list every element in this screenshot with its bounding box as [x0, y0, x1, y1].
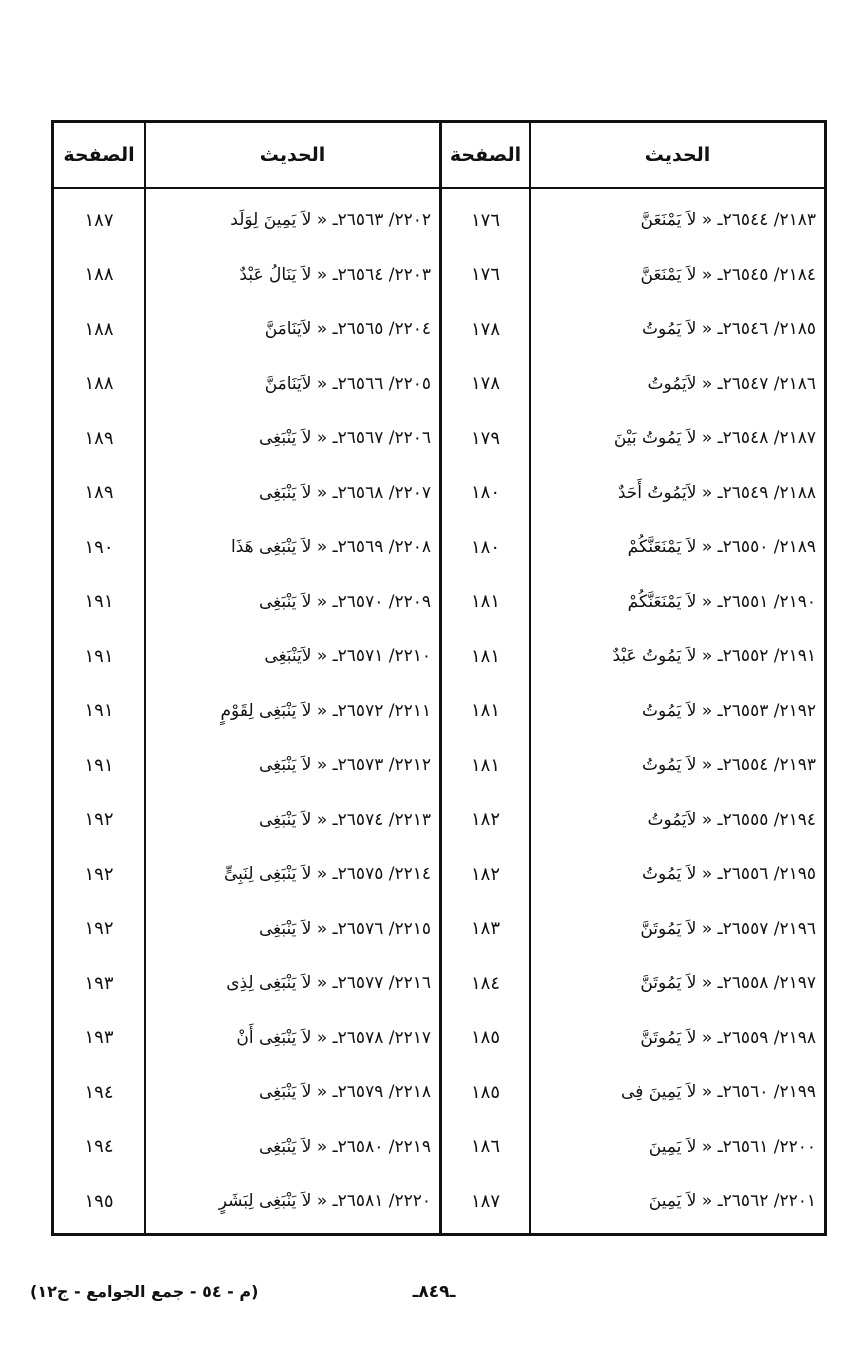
page-ref: ١٨٧ [471, 1190, 501, 1212]
page-ref: ١٨٠ [471, 536, 501, 558]
hadith-entry: ٢٢١٦/ ٢٦٥٧٧ـ « لاَ يَنْبَغِى لِذِى [226, 973, 431, 994]
left-page-column [54, 123, 144, 1233]
hadith-entry: ٢٢١١/ ٢٦٥٧٢ـ « لاَ يَنْبَغِى لِقَوْمٍ [220, 700, 431, 721]
page-ref: ١٧٨ [471, 373, 501, 395]
page-ref: ١٩٢ [84, 918, 114, 940]
right-hadith-rows [531, 189, 824, 1229]
page-ref: ١٩٤ [84, 1136, 114, 1158]
hadith-entry: ٢١٩٣/ ٢٦٥٥٤ـ « لاَ يَمُوتُ [642, 755, 816, 776]
hadith-index-table [51, 120, 827, 1236]
page-ref: ١٩٢ [84, 809, 114, 831]
hadith-entry: ٢٢١٩/ ٢٦٥٨٠ـ « لاَ يَنْبَغِى [259, 1136, 431, 1157]
right-hadith-header: الحديث [531, 123, 824, 189]
hadith-entry: ٢١٩٢/ ٢٦٥٥٣ـ « لاَ يَمُوتُ [642, 700, 816, 721]
hadith-entry: ٢٢١٨/ ٢٦٥٧٩ـ « لاَ يَنْبَغِى [259, 1082, 431, 1103]
hadith-entry: ٢٢٠٩/ ٢٦٥٧٠ـ « لاَ يَنْبَغِى [259, 591, 431, 612]
hadith-entry: ٢١٨٦/ ٢٦٥٤٧ـ « لاَيَمُوتُ [647, 373, 816, 394]
hadith-entry: ٢٢١٧/ ٢٦٥٧٨ـ « لاَ يَنْبَغِى أَنْ [236, 1027, 431, 1048]
hadith-entry: ٢٢١٣/ ٢٦٥٧٤ـ « لاَ يَنْبَغِى [259, 809, 431, 830]
right-page-header: الصفحة [442, 123, 529, 189]
hadith-entry: ٢٢٠٠/ ٢٦٥٦١ـ « لاَ يَمِينَ [648, 1136, 816, 1157]
page-ref: ١٩٢ [84, 863, 114, 885]
hadith-entry: ٢١٨٤/ ٢٦٥٤٥ـ « لاَ يَمْنَعَنَّ [640, 264, 816, 285]
volume-reference: (م - ٥٤ - جمع الجوامع - ج١٢) [30, 1282, 259, 1301]
hadith-entry: ٢٢٠٦/ ٢٦٥٦٧ـ « لاَ يَنْبَغِى [259, 428, 431, 449]
hadith-entry: ٢٢٠٨/ ٢٦٥٦٩ـ « لاَ يَنْبَغِى هَذَا [231, 537, 431, 558]
page-ref: ١٨٢ [471, 809, 501, 831]
left-page-header: الصفحة [54, 123, 144, 189]
hadith-entry: ٢٢١٤/ ٢٦٥٧٥ـ « لاَ يَنْبَغِى لِنَبِىٍّ [224, 864, 431, 885]
hadith-entry: ٢١٩٧/ ٢٦٥٥٨ـ « لاَ يَمُوتَنَّ [640, 973, 816, 994]
page-ref: ١٨٦ [471, 1136, 501, 1158]
page-ref: ١٧٩ [471, 427, 501, 449]
hadith-entry: ٢١٩٤/ ٢٦٥٥٥ـ « لاَيَمُوتُ [647, 809, 816, 830]
page-ref: ١٨٨ [84, 318, 114, 340]
left-column-block [54, 123, 439, 1233]
hadith-entry: ٢١٨٧/ ٢٦٥٤٨ـ « لاَ يَمُوتُ بَيْنَ [613, 428, 816, 449]
hadith-entry: ٢١٨٨/ ٢٦٥٤٩ـ « لاَيَمُوتُ أَحَدٌ [617, 482, 816, 503]
page-ref: ١٩٣ [84, 972, 114, 994]
page-ref: ١٨١ [471, 645, 501, 667]
hadith-entry: ٢٢٠٣/ ٢٦٥٦٤ـ « لاَ يَنَالُ عَبْدٌ [239, 264, 431, 285]
page-ref: ١٩٣ [84, 1027, 114, 1049]
hadith-entry: ٢١٩٦/ ٢٦٥٥٧ـ « لاَ يَمُوتَنَّ [640, 918, 816, 939]
hadith-entry: ٢٢٠٥/ ٢٦٥٦٦ـ « لاَيَنَامَنَّ [264, 373, 431, 394]
hadith-entry: ٢٢٠١/ ٢٦٥٦٢ـ « لاَ يَمِينَ [648, 1191, 816, 1212]
left-hadith-header: الحديث [146, 123, 439, 189]
page-ref: ١٨٨ [84, 264, 114, 286]
hadith-entry: ٢١٩١/ ٢٦٥٥٢ـ « لاَ يَمُوتُ عَبْدٌ [612, 646, 816, 667]
page-ref: ١٩١ [84, 754, 114, 776]
page-ref: ١٨١ [471, 591, 501, 613]
page-ref: ١٨٩ [84, 482, 114, 504]
page-ref: ١٩١ [84, 591, 114, 613]
hadith-entry: ٢٢٢٠/ ٢٦٥٨١ـ « لاَ يَنْبَغِى لِبَشَرٍ [218, 1191, 431, 1212]
page-ref: ١٨٠ [471, 482, 501, 504]
page-ref: ١٨٧ [84, 209, 114, 231]
left-hadith-column [144, 123, 439, 1233]
hadith-entry: ٢١٩٩/ ٢٦٥٦٠ـ « لاَ يَمِينَ فِى [621, 1082, 816, 1103]
page-ref: ١٨٤ [471, 972, 501, 994]
hadith-entry: ٢٢١٠/ ٢٦٥٧١ـ « لاَيَنْبَغِى [264, 646, 431, 667]
page-ref: ١٨٣ [471, 918, 501, 940]
page-ref: ١٨٢ [471, 863, 501, 885]
hadith-entry: ٢١٩٠/ ٢٦٥٥١ـ « لاَ يَمْنَعَنَّكُمْ [627, 591, 816, 612]
hadith-entry: ٢٢٠٧/ ٢٦٥٦٨ـ « لاَ يَنْبَغِى [259, 482, 431, 503]
page-ref: ١٩١ [84, 700, 114, 722]
page-ref: ١٨٨ [84, 373, 114, 395]
right-column-block [439, 123, 824, 1233]
page-ref: ١٩٠ [84, 536, 114, 558]
right-page-column [439, 123, 529, 1233]
left-hadith-rows [146, 189, 439, 1229]
right-hadith-column [529, 123, 824, 1233]
page-ref: ١٩٥ [84, 1190, 114, 1212]
page-ref: ١٨١ [471, 754, 501, 776]
page-ref: ١٨٥ [471, 1081, 501, 1103]
hadith-entry: ٢١٩٨/ ٢٦٥٥٩ـ « لاَ يَمُوتَنَّ [640, 1027, 816, 1048]
page-ref: ١٩١ [84, 645, 114, 667]
page-ref: ١٨٩ [84, 427, 114, 449]
hadith-entry: ٢١٨٥/ ٢٦٥٤٦ـ « لاَ يَمُوتُ [642, 319, 816, 340]
hadith-entry: ٢١٨٩/ ٢٦٥٥٠ـ « لاَ يَمْنَعَنَّكُمْ [627, 537, 816, 558]
page-ref: ١٨١ [471, 700, 501, 722]
hadith-entry: ٢٢٠٢/ ٢٦٥٦٣ـ « لاَ يَمِينَ لِوَلَد [230, 210, 431, 231]
page-ref: ١٨٥ [471, 1027, 501, 1049]
hadith-entry: ٢١٩٥/ ٢٦٥٥٦ـ « لاَ يَمُوتُ [642, 864, 816, 885]
hadith-entry: ٢٢١٢/ ٢٦٥٧٣ـ « لاَ يَنْبَغِى [259, 755, 431, 776]
page-ref: ١٧٦ [471, 209, 501, 231]
page-ref: ١٧٨ [471, 318, 501, 340]
page-ref: ١٧٦ [471, 264, 501, 286]
page-number: ـ٨٤٩ـ [412, 1282, 456, 1302]
right-page-rows [442, 189, 529, 1229]
hadith-entry: ٢٢١٥/ ٢٦٥٧٦ـ « لاَ يَنْبَغِى [259, 918, 431, 939]
hadith-entry: ٢٢٠٤/ ٢٦٥٦٥ـ « لاَيَنَامَنَّ [264, 319, 431, 340]
page-ref: ١٩٤ [84, 1081, 114, 1103]
left-page-rows [54, 189, 144, 1229]
hadith-entry: ٢١٨٣/ ٢٦٥٤٤ـ « لاَ يَمْنَعَنَّ [640, 210, 816, 231]
